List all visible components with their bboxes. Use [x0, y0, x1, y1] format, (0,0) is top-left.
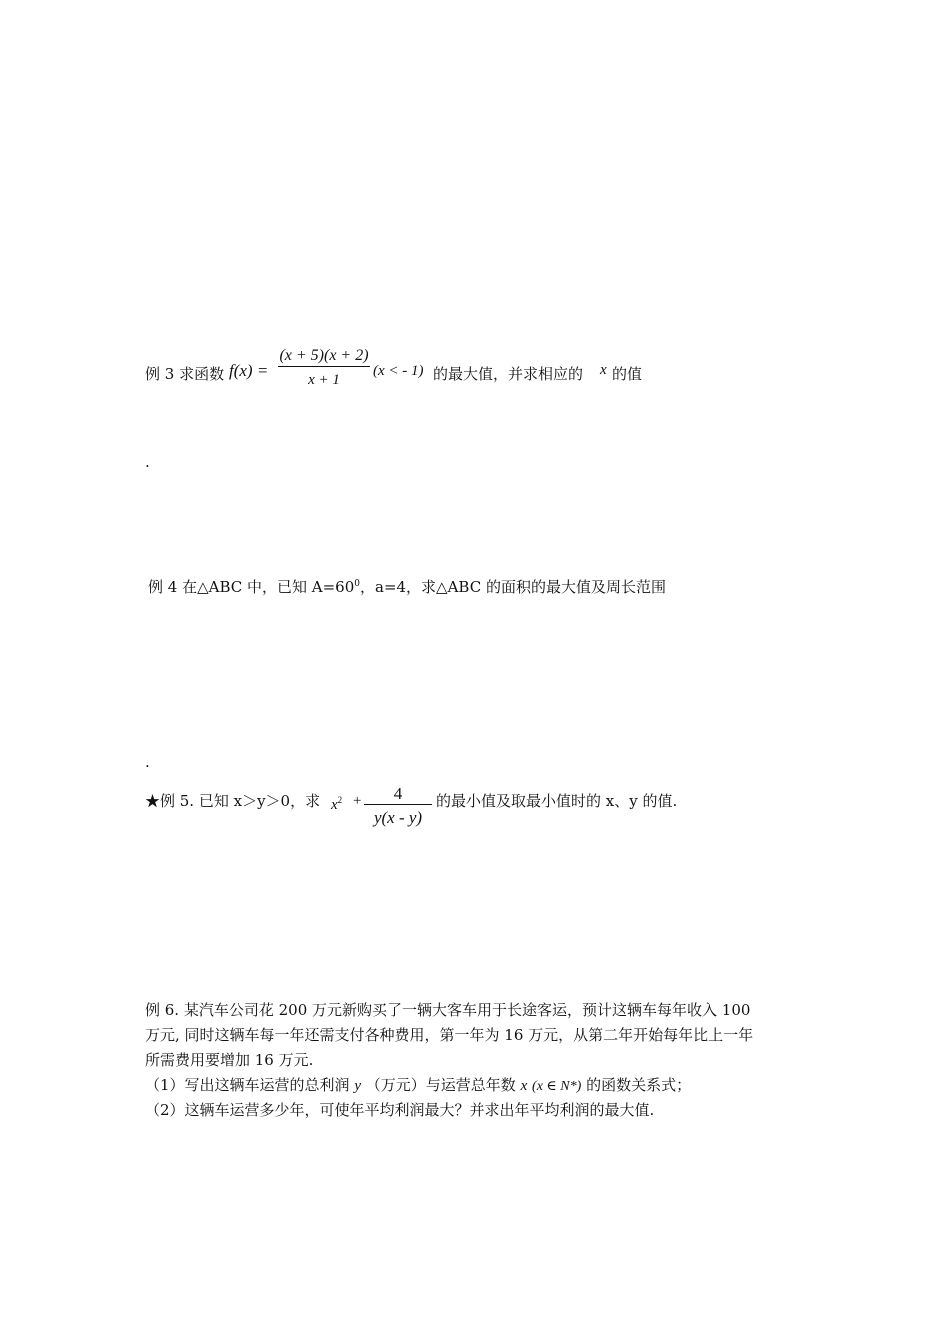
ex4-suffix: ，a=4，求△ABC 的面积的最大值及周长范围 [360, 578, 666, 596]
ex3-function-name: f(x) = [229, 361, 269, 380]
ex3-numerator: (x + 5)(x + 2) [279, 347, 369, 364]
ex5-suffix: 的最小值及取最小值时的 x、y 的值. [436, 792, 678, 810]
ex5-denominator: y(x - y) [373, 808, 423, 827]
ex6-line-1: 例 6. 某汽车公司花 200 万元新购买了一辆大客车用于长途客运，预计这辆车每年收入 100 [145, 1001, 751, 1019]
ex5-fraction [364, 784, 432, 831]
ex6-q1-mid: （万元）与运营总年数 [365, 1076, 516, 1094]
ex6-question-2: （2）这辆车运营多少年，可使年平均利润最大？并求出年平均利润的最大值. [145, 1101, 655, 1119]
ex5-square-sup: 2 [337, 795, 343, 805]
ex6-q1-prefix: （1）写出这辆车运营的总利润 [145, 1076, 350, 1094]
ex5-plus: + [353, 793, 362, 809]
ex3-fraction [278, 346, 370, 393]
example-4 [148, 576, 666, 597]
ex4-prefix: 例 4 在△ABC 中，已知 A=60 [148, 578, 355, 596]
ex3-denominator: x + 1 [308, 372, 340, 388]
ex6-q1-suffix: 的函数关系式； [586, 1076, 692, 1094]
ex5-prefix: ★例 5. 已知 x＞y＞0，求 [145, 792, 321, 810]
separator-dot-1: . [145, 453, 150, 471]
ex4-degree-sup: 0 [354, 579, 360, 589]
separator-dot-2: . [145, 753, 150, 771]
ex3-suffix: 的最大值，并求相应的 [433, 365, 584, 383]
ex6-line-2: 万元, 同时这辆车每一年还需支付各种费用，第一年为 16 万元，从第二年开始每年比上一年 [145, 1026, 754, 1044]
ex3-prefix: 例 3 求函数 [145, 365, 225, 383]
ex6-q1-x: x [520, 1078, 528, 1094]
ex6-q1-y: y [354, 1078, 361, 1094]
ex5-numerator: 4 [393, 784, 403, 803]
ex3-variable: x [600, 362, 607, 378]
ex3-condition: (x < - 1) [373, 363, 424, 379]
ex6-line-3: 所需费用要增加 16 万元. [145, 1051, 314, 1069]
ex5-term: $x^2$ [331, 795, 343, 813]
ex6-question-1 [145, 1074, 691, 1095]
ex6-q1-condition: (x ∈ N*) [532, 1079, 582, 1094]
ex3-suffix-2: 的值 [612, 365, 643, 383]
